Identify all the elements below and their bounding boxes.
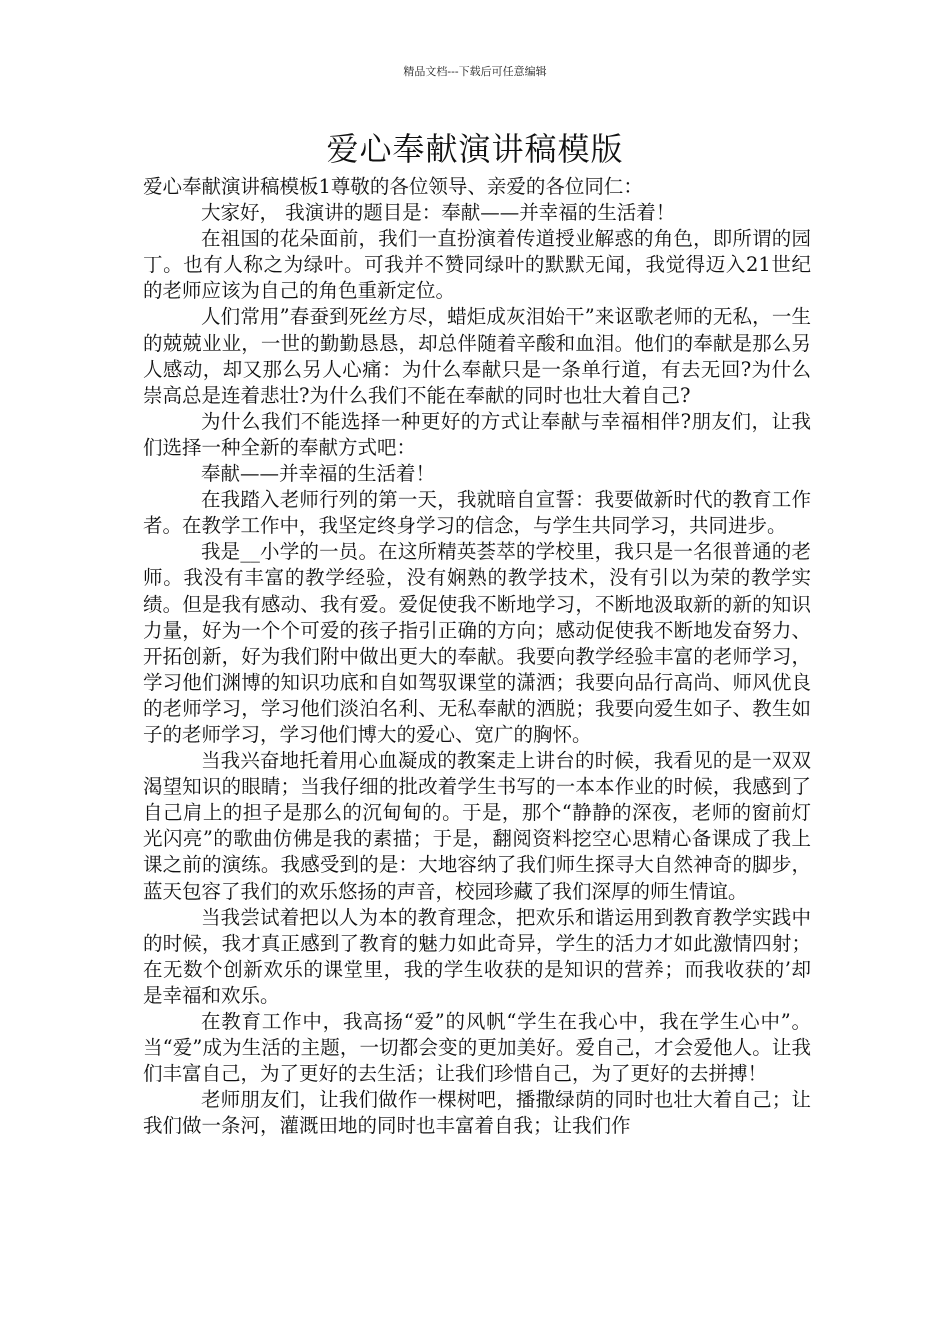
document-title: 爱心奉献演讲稿模版 <box>326 130 624 168</box>
paragraph: 为什么我们不能选择一种更好的方式让奉献与幸福相伴?朋友们，让我们选择一种全新的奉献方式吧： <box>143 409 811 459</box>
page-header: 精品文档---下载后可任意编辑 <box>403 65 547 78</box>
paragraph: 大家好， 我演讲的题目是：奉献——并幸福的生活着！ <box>201 201 676 225</box>
paragraph: 在我踏入老师行列的第一天，我就暗自宣誓：我要做新时代的教育工作者。在教学工作中，我坚定终身学习的信念，与学生共同学习，共同进步。 <box>143 488 811 538</box>
paragraph: 老师朋友们，让我们做作一棵树吧，播撒绿荫的同时也壮大着自己；让我们做一条河，灌溉田地的同时也丰富着自我；让我们作 <box>143 1088 811 1138</box>
opening-salutation: 爱心奉献演讲稿模板1尊敬的各位领导、亲爱的各位同仁： <box>143 175 643 198</box>
paragraph: 在教育工作中，我高扬“爱”的风帆“学生在我心中，我在学生心中”。当“爱”成为生活的主题，一切都会变的更加美好。爱自己，才会爱他人。让我们丰富自己，为了更好的去生活；让我们珍惜自己，为了更好的去拼搏！ <box>143 1010 811 1086</box>
paragraph: 我是__小学的一员。在这所精英荟萃的学校里，我只是一名很普通的老师。我没有丰富的教学经验，没有娴熟的教学技术，没有引以为荣的教学实绩。但是我有感动、我有爱。爱促使我不断地学习，不断地汲取新的新的知识力量，好为一个个可爱的孩子指引正确的方向；感动促使我不断地发奋努力、开拓创新，好为我们附中做出更大的奉献。我要向教学经验丰富的老师学习，学习他们渊博的知识功底和自如驾驭课堂的潇洒；我要向品行高尚、师风优良的老师学习，学习他们淡泊名利、无私奉献的洒脱；我要向爱生如子、教生如子的老师学习，学习他们博大的爱心、宽广的胸怀。 <box>143 540 811 746</box>
paragraph: 当我兴奋地托着用心血凝成的教案走上讲台的时候，我看见的是一双双渴望知识的眼睛；当我仔细的批改着学生书写的一本本作业的时候，我感到了自己肩上的担子是那么的沉甸甸的。于是，那个“静静的深夜，老师的窗前灯光闪亮”的歌曲仿佛是我的素描；于是，翻阅资料挖空心思精心备课成了我上课之前的演练。我感受到的是：大地容纳了我们师生探寻大自然神奇的脚步，蓝天包容了我们的欢乐悠扬的声音，校园珍藏了我们深厚的师生情谊。 <box>143 749 811 903</box>
paragraph: 人们常用”春蚕到死丝方尽，蜡炬成灰泪始干”来讴歌老师的无私，一生的兢兢业业，一世的勤勤恳恳，却总伴随着辛酸和血泪。他们的奉献是那么另人感动，却又那么另人心痛：为什么奉献只是一条单行道，有去无回?为什么崇高总是连着悲壮?为什么我们不能在奉献的同时也壮大着自己? <box>143 305 811 407</box>
paragraph: 当我尝试着把以人为本的教育理念，把欢乐和谐运用到教育教学实践中的时候，我才真正感到了教育的魅力如此奇异，学生的活力才如此激情四射；在无数个创新欢乐的课堂里，我的学生收获的是知识的营养；而我收获的’却是幸福和欢乐。 <box>143 905 811 1007</box>
paragraph: 奉献——并幸福的生活着！ <box>201 462 436 486</box>
document-body <box>143 174 811 1139</box>
paragraph: 在祖国的花朵面前，我们一直扮演着传道授业解惑的角色，即所谓的园丁。也有人称之为绿叶。可我并不赞同绿叶的默默无闻，我觉得迈入21世纪的老师应该为自己的角色重新定位。 <box>143 227 811 303</box>
